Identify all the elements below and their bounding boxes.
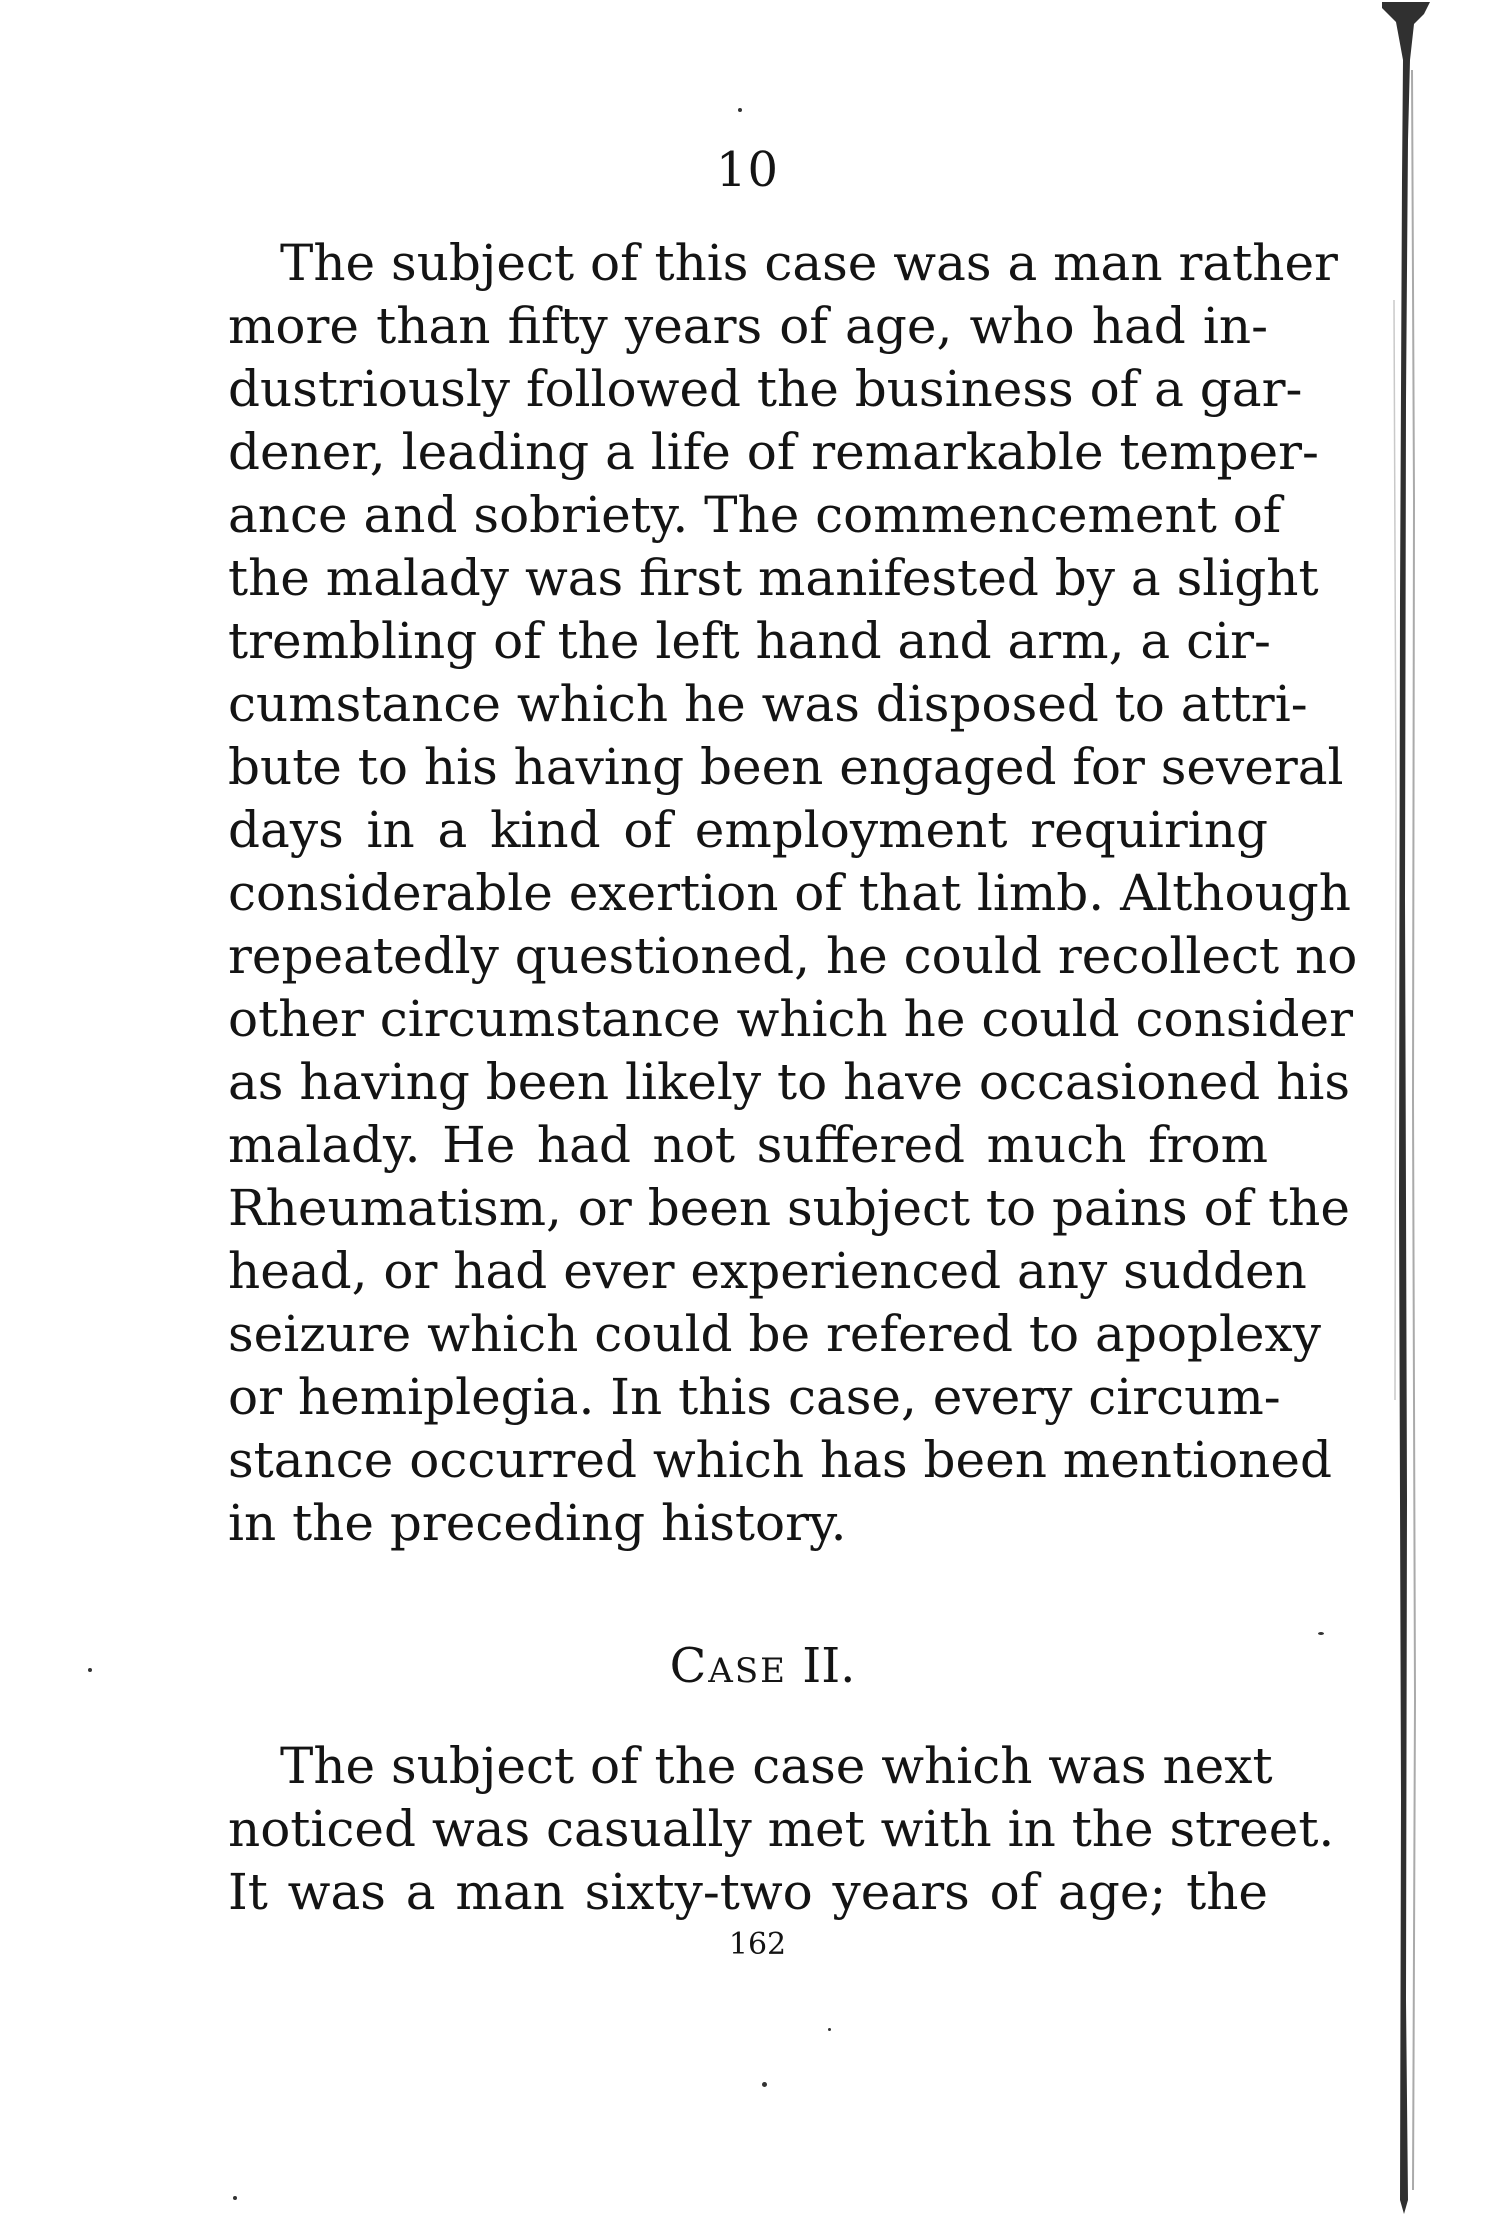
case-heading-numeral: II.	[802, 1638, 856, 1694]
text-line: repeatedly questioned, he could recollect no	[228, 927, 1358, 985]
text-line: bute to his having been engaged for several	[228, 738, 1344, 796]
text-line: Rheumatism, or been subject to pains of the	[228, 1179, 1350, 1237]
text-line: other circumstance which he could consider	[228, 990, 1353, 1048]
text-line: trembling of the left hand and arm, a cir-	[228, 612, 1271, 670]
text-line: The subject of the case which was next	[280, 1737, 1273, 1795]
text-line: considerable exertion of that limb. Although	[228, 864, 1351, 922]
text-line: or hemiplegia. In this case, every circum-	[228, 1368, 1281, 1426]
binding-edge-shadow	[1380, 0, 1440, 2218]
text-line: ance and sobriety. The commencement of	[228, 486, 1282, 544]
text-line: dustriously followed the business of a gar-	[228, 360, 1303, 418]
text-line: noticed was casually met with in the street.	[228, 1800, 1335, 1858]
text-line: cumstance which he was disposed to attri-	[228, 675, 1308, 733]
text-line: the malady was first manifested by a slight	[228, 549, 1319, 607]
paper-speck	[233, 2196, 237, 2200]
text-line: as having been likely to have occasioned his	[228, 1053, 1351, 1111]
paragraph-case-two	[228, 1735, 1335, 1924]
page-number: 10	[715, 142, 780, 198]
text-line: head, or had ever experienced any sudden	[228, 1242, 1307, 1300]
text-line: stance occurred which has been mentioned	[228, 1431, 1332, 1489]
paragraph-case-one	[228, 232, 1358, 1555]
signature-mark: 162	[728, 1927, 787, 1962]
paper-speck	[88, 1668, 92, 1672]
text-line: more than fifty years of age, who had in-	[228, 297, 1268, 355]
text-line: malady. He had not suffered much from	[228, 1116, 1268, 1174]
paper-speck	[762, 2082, 767, 2087]
text-line: in the preceding history.	[228, 1494, 847, 1552]
text-line: days in a kind of employment requiring	[228, 801, 1268, 859]
text-line: dener, leading a life of remarkable temper-	[228, 423, 1319, 481]
paper-speck	[1318, 1632, 1324, 1635]
paper-speck	[828, 2028, 831, 2031]
paper-speck	[738, 108, 742, 112]
case-heading	[0, 1636, 1495, 1696]
text-line: It was a man sixty-two years of age; the	[228, 1863, 1268, 1921]
text-line: seizure which could be refered to apoplexy	[228, 1305, 1321, 1363]
case-heading-word: Case	[669, 1638, 787, 1694]
text-line: The subject of this case was a man rather	[280, 234, 1338, 292]
